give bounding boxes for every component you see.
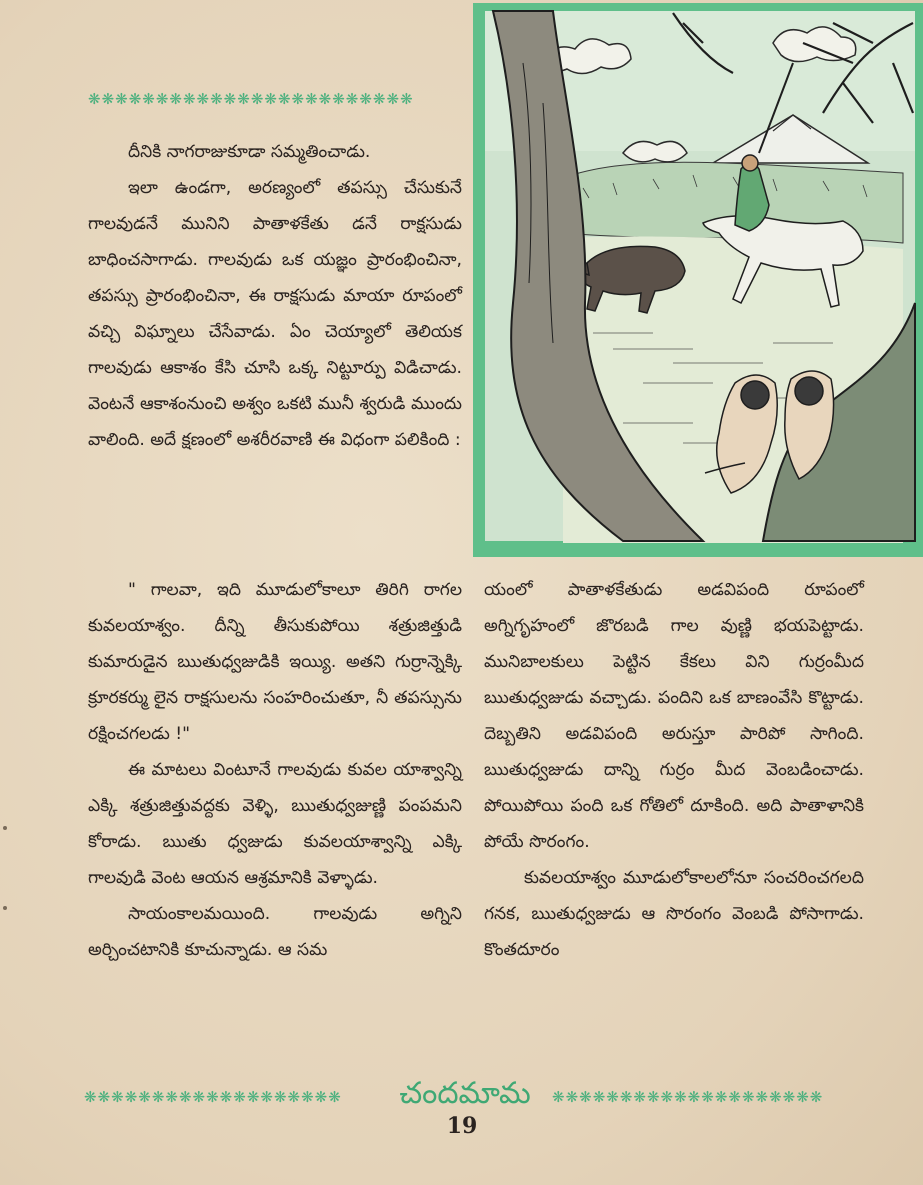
right-column [484,572,864,968]
hunt-scene-drawing [473,3,923,557]
bottom-ornament-right: ❋❋❋❋❋❋❋❋❋❋❋❋❋❋❋❋❋❋❋❋ [552,1088,824,1106]
paragraph: కువలయాశ్వం మూడులోకాలలోనూ సంచరించగలది గనక, ఋతుధ్వజుడు ఆ సొరంగం వెంబడి పోసాగాడు. కొంతదూరం [484,868,864,960]
paragraph: దీనికి నాగరాజుకూడా సమ్మతించాడు. [128,142,371,162]
left-column-bottom [88,572,462,968]
magazine-title: చందమామ [399,1076,531,1111]
paragraph: యంలో పాతాళకేతుడు అడవిపంది రూపంలో అగ్నిగృహంలో జొరబడి గాల వుణ్ణి భయపెట్టాడు. మునిబాలకులు పెట్టిన కేకలు విని గుర్రంమీద ఋతుధ్వజుడు వచ్చాడు. పందిని ఒక బాణంవేసి కొట్టాడు. దెబ్బతిని అడవిపంది అరుస్తూ పారిపో సాగింది. ఋతుధ్వజుడు దాన్ని గుర్రం మీద వెంబడించాడు. పోయిపోయి పంది ఒక గోతిలో దూకింది. అది పాతాళానికి పోయే సొరంగం. [484,580,864,852]
paragraph: సాయంకాలమయింది. గాలవుడు అగ్నిని అర్చించటానికి కూచున్నాడు. ఆ సమ [88,904,462,960]
binding-hole-mark [3,826,7,830]
paragraph: ఇలా ఉండగా, అరణ్యంలో తపస్సు చేసుకునే గాలవుడనే మునిని పాతాళకేతు డనే రాక్షసుడు బాధించసాగాడు. గాలవుడు ఒక యజ్ఞం ప్రారంభించినా, తపస్సు ప్రారంభించినా, ఈ రాక్షసుడు మాయా రూపంలో వచ్చి విఘ్నాలు చేసేవాడు. ఏం చెయ్యాలో తెలియక గాలవుడు ఆకాశం కేసి చూసి ఒక్క నిట్టూర్పు విడిచాడు. వెంటనే ఆకాశంనుంచి అశ్వం ఒకటి మునీ శ్వరుడి ముందు వాలింది. అదే క్షణంలో అశరీరవాణి ఈ విధంగా పలికింది : [88,178,462,450]
top-ornament-border: ❋❋❋❋❋❋❋❋❋❋❋❋❋❋❋❋❋❋❋❋❋❋❋❋ [88,90,414,108]
binding-hole-mark [3,906,7,910]
paragraph: ఈ మాటలు వింటూనే గాలవుడు కువల యాశ్వాన్ని ఎక్కి శత్రుజిత్తువద్దకు వెళ్ళి, ఋతుధ్వజుణ్ణి పంపమని కోరాడు. ఋతు ధ్వజుడు కువలయాశ్వాన్ని ఎక్కి గాలవుడి వెంట ఆయన ఆశ్రమానికి వెళ్ళాడు. [88,760,462,888]
bottom-ornament-left: ❋❋❋❋❋❋❋❋❋❋❋❋❋❋❋❋❋❋❋ [84,1088,342,1106]
page-number: 19 [446,1113,478,1139]
left-column-top [88,134,462,458]
paragraph: " గాలవా, ఇది మూడులోకాలూ తిరిగి రాగల కువలయాశ్వం. దీన్ని తీసుకుపోయి శత్రుజిత్తుడి కుమారుడైన ఋతుధ్వజుడికి ఇయ్యి. అతని గుర్రాన్నెక్కి క్రూరకర్ము లైన రాక్షసులను సంహరించుతూ, నీ తపస్సును రక్షించగలడు !" [88,580,462,744]
story-illustration [473,3,923,557]
